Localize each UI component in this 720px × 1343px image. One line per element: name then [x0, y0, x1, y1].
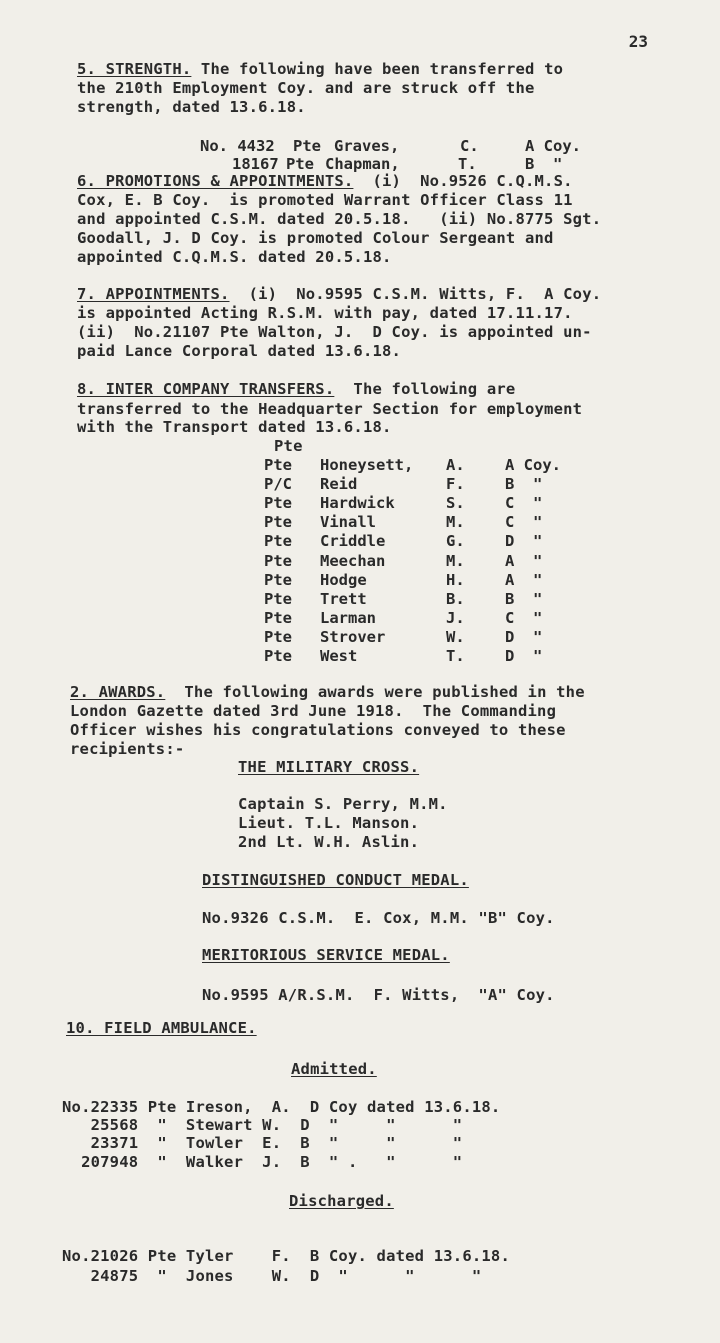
- transfer-name: Meechan: [320, 551, 386, 570]
- transfer-coy: D ": [505, 647, 543, 665]
- awards-heading: 2. AWARDS.: [70, 683, 166, 701]
- transfer-coy: C ": [505, 494, 543, 513]
- page-number: 23: [628, 32, 648, 51]
- promotions-line: and appointed C.S.M. dated 20.5.18. (ii) No.8775 Sgt.: [77, 210, 602, 228]
- transfer-coy: B ": [505, 589, 543, 608]
- strength-heading: 5. STRENGTH.: [77, 60, 192, 78]
- transfers-heading: 8. INTER COMPANY TRANSFERS.: [77, 380, 335, 398]
- strength-line-1: The following have been transferred to: [191, 60, 564, 78]
- strength-line-3: strength, dated 13.6.18.: [77, 98, 306, 116]
- mc-recipient: Captain S. Perry, M.M.: [238, 795, 448, 813]
- strength-row: No. 4432 Pte Graves, C. A Coy.: [200, 137, 581, 155]
- transfer-name: Hardwick: [320, 494, 395, 513]
- promotions-line: Cox, E. B Coy. is promoted Warrant Officer Class 11: [77, 191, 573, 209]
- dcm-title: DISTINGUISHED CONDUCT MEDAL.: [202, 871, 469, 889]
- promotions-line: Goodall, J. D Coy. is promoted Colour Sergeant and: [77, 229, 554, 247]
- transfer-coy: A Coy.: [505, 456, 561, 474]
- admitted-row: 207948 " Walker J. B " . " ": [62, 1153, 463, 1171]
- transfer-coy: C ": [505, 513, 543, 532]
- appointments-line: (ii) No.21107 Pte Walton, J. D Coy. is appointed un-: [77, 323, 592, 341]
- discharged-row: 24875 " Jones W. D " " ": [62, 1267, 482, 1285]
- transfer-rank: Pte: [264, 589, 292, 608]
- promotions-heading: 6. PROMOTIONS & APPOINTMENTS.: [77, 172, 354, 190]
- transfer-rank: Pte: [264, 513, 292, 532]
- appointments-heading: 7. APPOINTMENTS.: [77, 285, 230, 303]
- awards-paragraph: 2. AWARDS. The following awards were published in the: [70, 683, 585, 701]
- transfer-init: J.: [446, 608, 465, 627]
- transfer-coy: A ": [505, 570, 543, 589]
- transfers-line: with the Transport dated 13.6.18.: [77, 418, 392, 436]
- transfer-rank: Pte: [264, 456, 292, 474]
- transfer-init: A.: [446, 456, 465, 474]
- admitted-row: 23371 " Towler E. B " " ": [62, 1134, 463, 1152]
- pte-note: Pte: [274, 437, 303, 455]
- transfers-paragraph: 8. INTER COMPANY TRANSFERS. The following are: [77, 380, 516, 398]
- transfer-rank: Pte: [264, 532, 292, 551]
- transfer-init: S.: [446, 494, 465, 513]
- discharged-row: No.21026 Pte Tyler F. B Coy. dated 13.6.18.: [62, 1247, 510, 1265]
- transfer-rank: Pte: [264, 494, 292, 513]
- dcm-recipient: No.9326 C.S.M. E. Cox, M.M. "B" Coy.: [202, 909, 555, 927]
- transfer-init: H.: [446, 570, 465, 589]
- transfer-name: Vinall: [320, 513, 376, 532]
- transfer-coy: A ": [505, 551, 543, 570]
- admitted-row: 25568 " Stewart W. D " " ": [62, 1116, 463, 1134]
- transfer-rank: P/C: [264, 475, 292, 494]
- mc-recipient: 2nd Lt. W.H. Aslin.: [238, 833, 420, 851]
- promotions-line: appointed C.Q.M.S. dated 20.5.18.: [77, 248, 392, 266]
- promotions-paragraph: 6. PROMOTIONS & APPOINTMENTS. (i) No.9526 C.Q.M.S.: [77, 172, 573, 190]
- transfer-name: Larman: [320, 608, 376, 627]
- field-ambulance-heading: 10. FIELD AMBULANCE.: [66, 1019, 257, 1037]
- awards-line: recipients:-: [70, 740, 185, 758]
- transfer-coy: B ": [505, 475, 543, 494]
- strength-line-2: the 210th Employment Coy. and are struck off the: [77, 79, 535, 97]
- transfer-name: Honeysett,: [320, 456, 414, 474]
- discharged-title: Discharged.: [289, 1192, 394, 1210]
- transfer-init: G.: [446, 532, 465, 551]
- transfer-rank: Pte: [264, 647, 292, 665]
- appointments-line: paid Lance Corporal dated 13.6.18.: [77, 342, 402, 360]
- transfer-coy: D ": [505, 627, 543, 646]
- military-cross-title: THE MILITARY CROSS.: [238, 758, 420, 776]
- transfer-name: Strover: [320, 627, 386, 646]
- transfer-init: M.: [446, 513, 465, 532]
- transfer-rank: Pte: [264, 608, 292, 627]
- transfer-rank: Pte: [264, 627, 292, 646]
- transfer-init: M.: [446, 551, 465, 570]
- transfer-coy: D ": [505, 532, 543, 551]
- appointments-line: is appointed Acting R.S.M. with pay, dated 17.11.17.: [77, 304, 573, 322]
- transfer-name: Hodge: [320, 570, 367, 589]
- admitted-row: No.22335 Pte Ireson, A. D Coy dated 13.6.18.: [62, 1098, 501, 1116]
- admitted-title: Admitted.: [291, 1060, 377, 1078]
- transfers-line: transferred to the Headquarter Section for employment: [77, 400, 583, 418]
- transfer-rank: Pte: [264, 551, 292, 570]
- transfer-name: Criddle: [320, 532, 386, 551]
- strength-row: 18167 Pte Chapman, T. B ": [232, 155, 563, 173]
- transfer-name: West: [320, 647, 358, 665]
- transfer-name: Trett: [320, 589, 367, 608]
- transfer-init: T.: [446, 647, 465, 665]
- transfer-name: Reid: [320, 475, 358, 494]
- transfer-rank: Pte: [264, 570, 292, 589]
- awards-line: London Gazette dated 3rd June 1918. The Commanding: [70, 702, 557, 720]
- transfer-init: W.: [446, 627, 465, 646]
- msm-recipient: No.9595 A/R.S.M. F. Witts, "A" Coy.: [202, 986, 555, 1004]
- transfer-init: F.: [446, 475, 465, 494]
- mc-recipient: Lieut. T.L. Manson.: [238, 814, 420, 832]
- msm-title: MERITORIOUS SERVICE MEDAL.: [202, 946, 450, 964]
- strength-paragraph: [77, 60, 563, 79]
- awards-line: Officer wishes his congratulations conveyed to these: [70, 721, 566, 739]
- appointments-paragraph: 7. APPOINTMENTS. (i) No.9595 C.S.M. Witts, F. A Coy.: [77, 285, 602, 303]
- transfer-coy: C ": [505, 608, 543, 627]
- transfer-init: B.: [446, 589, 465, 608]
